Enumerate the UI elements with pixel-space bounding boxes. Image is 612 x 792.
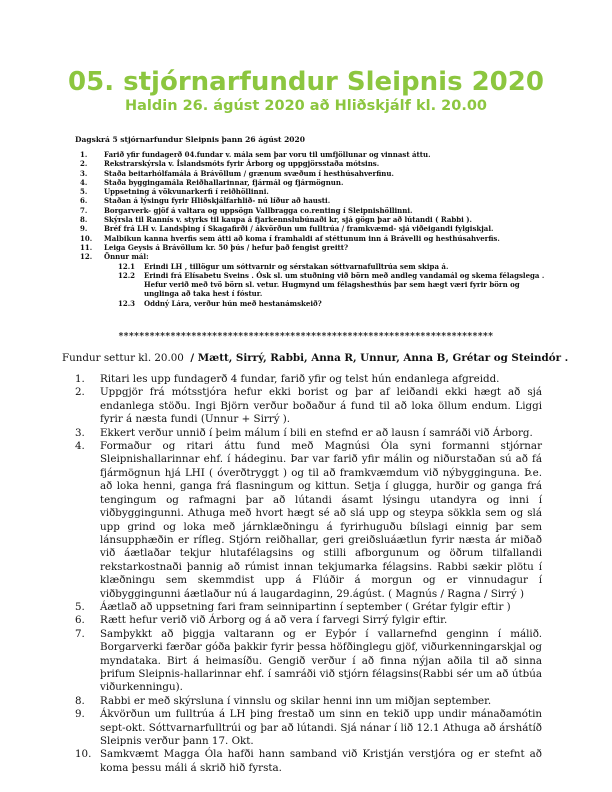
minutes-item-9 (75, 708, 542, 748)
minutes-item-5 (75, 601, 542, 614)
agenda-item-number: 5. (80, 187, 88, 197)
agenda-item-7 (80, 206, 557, 215)
minutes-item-text: Formaður og ritari áttu fund með Magnúsi Óla syni formanni stjórnar Sleipnishallarinnar ehf. í hádeginu. Þar var farið yfir málin og niðurstaðan sú að fá fjármögnun hjá LHI ( óverðtryggt ) og til að framkvæmdum við nýbygginguna. Þ.e. að loka henni, ganga frá flasningum og kittun. Setja í glugga, hurðir og ganga frá tengingum og rafmagni þar að lútandi ásamt lýsingu utandyra og inni í viðbyggingunni. Athuga með hvort hægt sé að slá upp og steypa sökkla sem og slá upp grind og loka með járnklæðningu á fyrirhuguðu bílslagi einnig þar sem lánsupphæðin er rífleg. Stjórn reiðhallar, geri greiðsluáætlun fyrir næsta ár miðað við áætlaðar tekjur hlutafélagsins og stilli afborgunum og öðrum tilfallandi rekstarkostnaði þannig að rúmist innan tekjumarka félagsins. Rabbi sækir plötu í klæðningu sem skemmdist upp á Flúðir á morgun og er vinnudagur í viðbyggingunni áætlaður nú á laugardaginn, 29.ágúst. ( Magnús / Ragna / Sirrý ) (100, 440, 542, 600)
minutes-item-6 (75, 614, 542, 627)
minutes-item-text: Rætt hefur verið við Árborg og á að vera í farvegi Sirrý fylgir eftir. (100, 614, 448, 627)
agenda-item-text: Rekstrarskýrsla v. Íslandsmóts fyrir Árborg og uppgjörsstaða mótsins. (104, 159, 380, 169)
agenda-subitem-number: 12.1 (118, 261, 136, 271)
agenda-subitem-12-3 (118, 299, 557, 308)
page-subtitle: Haldin 26. ágúst 2020 að Hliðskjálf kl. 20.00 (124, 98, 488, 114)
agenda-subitem-12-1 (118, 262, 557, 271)
agenda-item-text: Skýrsla til Rannís v. styrks til kaupa á fjarkennslubúnaði kr, sjá gögn þar að lútandi ( Rabbi ). (104, 215, 472, 225)
agenda-subitem-text: Erindi frá Elísabetu Sveins . Ósk sl. um stuðning við börn með andleg vandamál og skema félagslega . Hefur verið með tvö börn sl. vetur. Hugmynd um félagshesthús þar sem hægt væri fyrir börn og unglinga að taka hest í fóstur. (144, 270, 545, 299)
agenda-item-number: 4. (80, 177, 88, 187)
minutes-item-text: Ritari les upp fundagerð 4 fundar, farið yfir og telst hún endanlega afgreidd. (100, 373, 500, 386)
agenda-item-12 (80, 252, 557, 261)
minutes-item-number: 1. (75, 373, 85, 386)
agenda-item-text: Uppsetning á vökvunarkerfi í reiðhöllinni. (104, 187, 269, 197)
minutes-item-number: 9. (75, 708, 85, 721)
agenda-item-5 (80, 187, 557, 196)
agenda-subitem-text: Oddný Lára, verður hún með hestanámskeið? (144, 298, 322, 308)
minutes-item-number: 5. (75, 600, 85, 613)
agenda-item-text: Malbikun kanna hverfis sem átti að koma í framhaldi af stéttunum inn á Brávelli og hesthúsahverfis. (104, 233, 500, 243)
minutes-item-text: Ekkert verður unnið í þeim málum í bili en stefnd er að lausn í samráði við Árborg. (100, 426, 533, 439)
minutes-item-number: 7. (75, 627, 85, 640)
minutes-item-number: 10. (75, 748, 92, 761)
agenda-item-text: Farið yfir fundagerð 04.fundar v. mála sem þar voru til umfjöllunar og vinnast áttu. (104, 150, 431, 159)
minutes-item-7 (75, 628, 542, 695)
attendees-list: / Mætt, Sirrý, Rabbi, Anna R, Unnur, Anna B, Grétar og Steindór . (190, 352, 569, 365)
minutes-item-2 (75, 386, 542, 426)
agenda-item-text: Staða beitarhólfamála á Brávöllum / grænum svæðum í hesthúsahverfinu. (104, 168, 394, 178)
minutes-item-text: Áætlað að uppsetning fari fram seinnipartinn í september ( Grétar fylgir eftir ) (100, 600, 511, 613)
agenda-item-number: 12. (80, 252, 93, 262)
agenda-item-3 (80, 169, 557, 178)
agenda-item-2 (80, 159, 557, 168)
agenda-item-number: 6. (80, 196, 88, 206)
agenda-item-number: 1. (80, 150, 88, 159)
meeting-opening-line (62, 352, 572, 365)
minutes-item-number: 8. (75, 694, 85, 707)
minutes-item-number: 6. (75, 614, 85, 627)
agenda-item-9 (80, 224, 557, 233)
agenda-item-number: 3. (80, 168, 88, 178)
agenda-item-text: Leiga Geysis á Brávöllum kr. 50 þús / hefur það fengist greitt? (104, 242, 349, 252)
minutes-item-text: Ákvörðun um fulltrúa á LH þing frestað um sinn en tekið upp undir mánaðamótin sept-okt. Sóttvarnarfulltrúi og þar að lútandi. Sjá nánar í lið 12.1 Athuga að árshátíð Sleipnis verður þann 17. Okt. (100, 708, 542, 748)
agenda-item-text: Önnur mál: (104, 252, 149, 262)
minutes-item-8 (75, 695, 542, 708)
minutes-item-number: 4. (75, 440, 85, 453)
minutes-item-10 (75, 748, 542, 775)
agenda-subitem-text: Erindi LH , tillögur um sóttvarnir og sérstakan sóttvarnafulltrúa sem skipa á. (144, 261, 449, 271)
agenda-item-6 (80, 196, 557, 205)
minutes-item-4 (75, 440, 542, 601)
agenda-heading: Dagskrá 5 stjórnarfundur Sleipnis þann 26 ágúst 2020 (75, 135, 305, 144)
minutes-item-number: 2. (75, 386, 85, 399)
minutes-item-text: Samkvæmt Magga Óla hafði hann samband við Kristján verstjóra og er stefnt að koma þessu máli á skrið hið fyrsta. (100, 748, 542, 774)
agenda-item-1 (80, 150, 557, 159)
minutes-item-3 (75, 427, 542, 440)
agenda-item-text: Staða byggingamála Reiðhallarinnar, fjármál og fjármögnun. (104, 177, 344, 187)
agenda-item-11 (80, 243, 557, 252)
minutes-list (75, 373, 542, 775)
opening-time-text: Fundur settur kl. 20.00 (62, 352, 184, 365)
agenda-subitem-12-2 (118, 271, 557, 299)
agenda-item-8 (80, 215, 557, 224)
agenda-item-4 (80, 178, 557, 187)
minutes-item-text: Samþykkt að þiggja valtarann og er Eyþór í vallarnefnd genginn í málið. Borgarverki færðar góða þakkir fyrir þessa höfðinglegu gjöf, viðurkenningarskjal og myndataka. Birt á heimasíðu. Gengið verður í að finna nýjan aðila til að sinna þrifum Sleipnis-hallarinnar ehf. í samráði við stjórn félagsins(Rabbi sér um að útbúa viðurkenningu). (100, 627, 542, 694)
agenda-item-text: Staðan á lýsingu fyrir Hliðskjálfarhlið- nú líður að hausti. (104, 196, 331, 206)
agenda-list (80, 150, 557, 308)
agenda-item-text: Bréf frá LH v. Landsþing í Skagafirði / ákvörðun um fulltrúa / framkvæmd- sjá viðeigandi fylgiskjal. (104, 224, 494, 234)
agenda-subitem-number: 12.3 (118, 298, 136, 308)
minutes-item-text: Uppgjör frá mótsstjóra hefur ekki borist og þar af leiðandi ekki hægt að sjá endanlega stöðu. Ingi Björn verður boðaður á fund til að loka öllum endum. Liggi fyrir á næsta fundi (Unnur + Sirrý ). (100, 386, 542, 426)
agenda-item-number: 10. (80, 233, 93, 243)
agenda-item-10 (80, 234, 557, 243)
agenda-item-number: 9. (80, 224, 88, 234)
agenda-item-text: Borgarverk- gjöf á valtara og uppsögn Vallbragga co.renting í Sleipnishöllinni. (104, 205, 413, 215)
minutes-item-number: 3. (75, 426, 85, 439)
minutes-item-1 (75, 373, 542, 386)
agenda-subitem-number: 12.2 (118, 270, 136, 280)
agenda-item-number: 8. (80, 215, 88, 225)
agenda-item-number: 7. (80, 205, 88, 215)
minutes-item-text: Rabbi er með skýrsluna í vinnslu og skilar henni inn um miðjan september. (100, 694, 492, 707)
agenda-item-number: 2. (80, 159, 88, 169)
agenda-item-number: 11. (80, 242, 93, 252)
asterisk-divider: ************************************************************************ (118, 332, 494, 343)
page-title: 05. stjórnarfundur Sleipnis 2020 (68, 67, 544, 97)
